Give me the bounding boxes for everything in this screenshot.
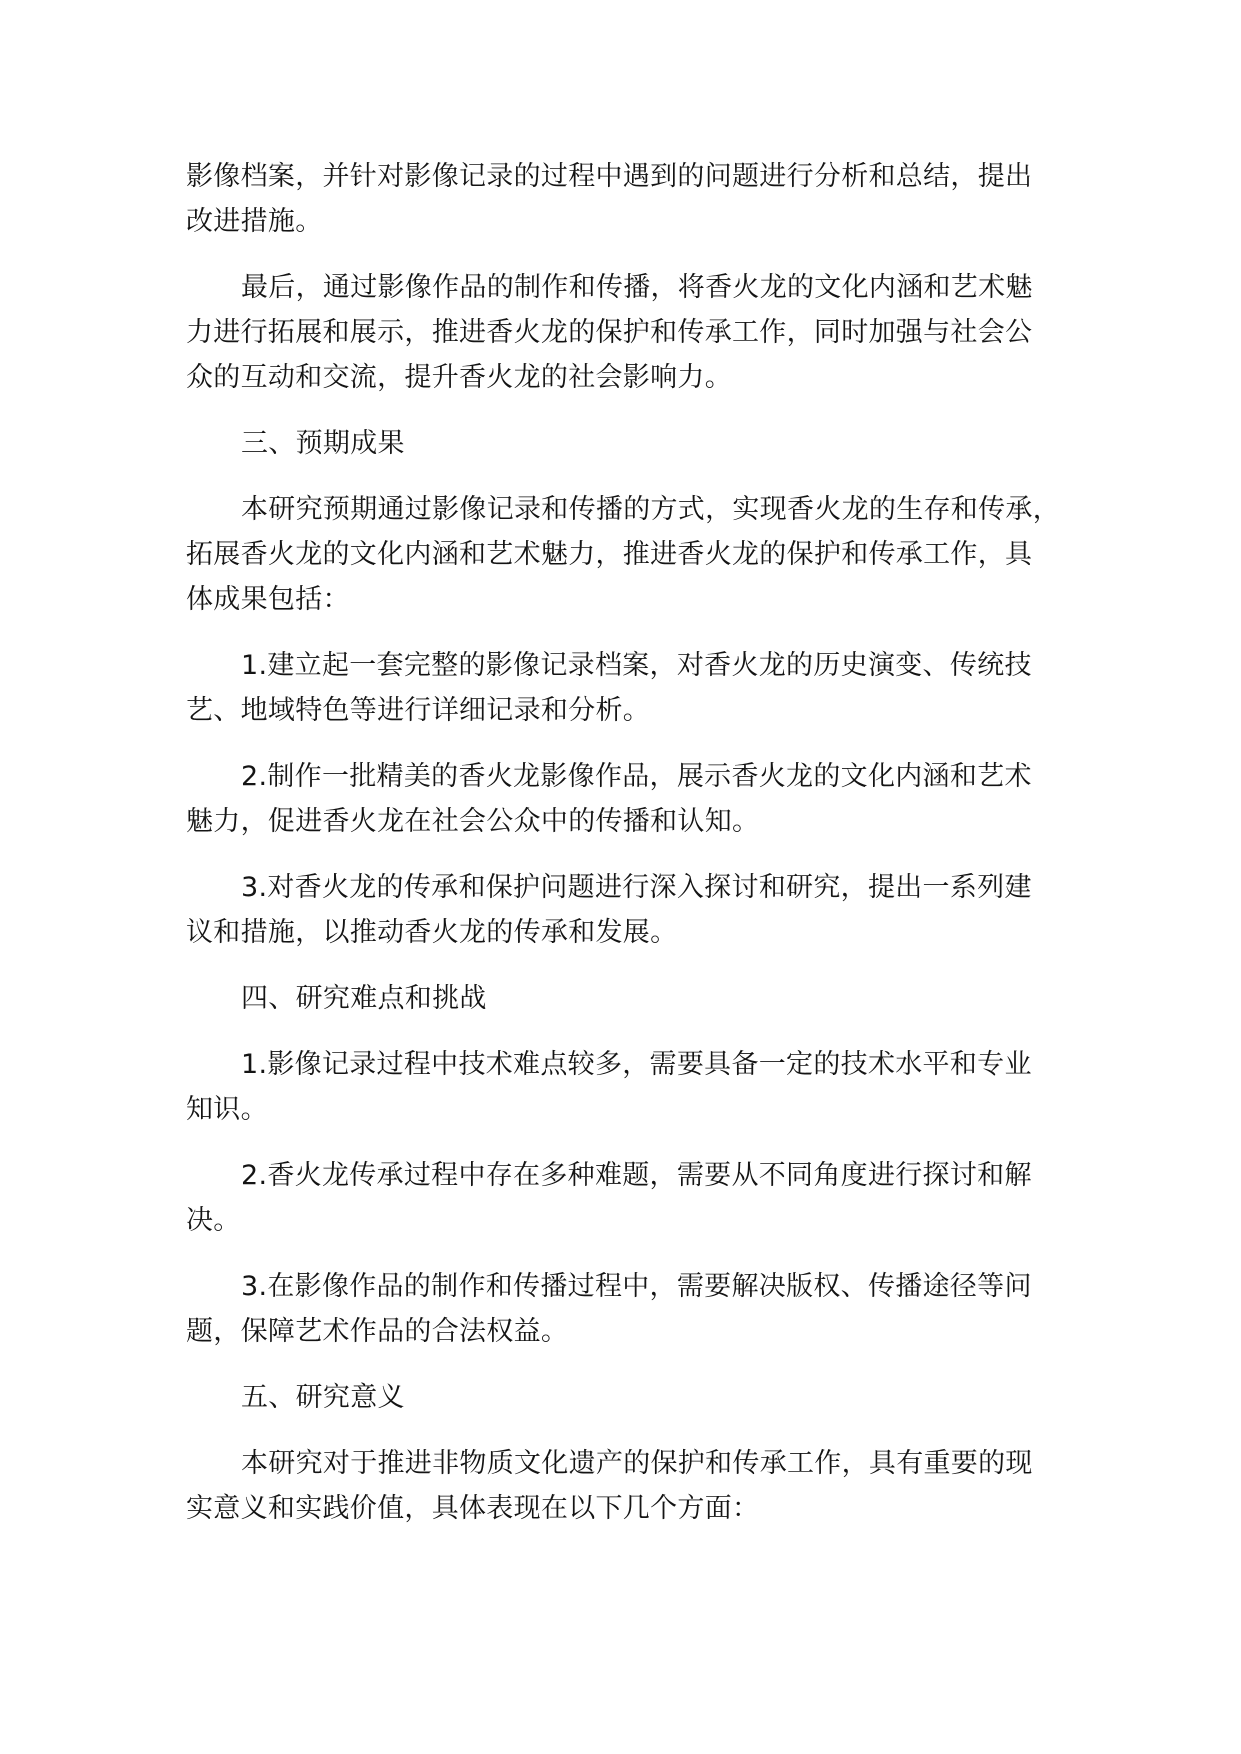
text-line: 本研究对于推进非物质文化遗产的保护和传承工作，具有重要的现	[241, 1448, 1033, 1479]
document-body	[186, 154, 1086, 1552]
text-line: 实意义和实践价值，具体表现在以下几个方面：	[186, 1493, 760, 1524]
list-item	[186, 1264, 1086, 1354]
text-line: 知识。	[186, 1094, 268, 1125]
text-line: 体成果包括：	[186, 584, 350, 615]
text-line: 议和措施，以推动香火龙的传承和发展。	[186, 917, 678, 948]
body-paragraph	[186, 154, 1086, 244]
section-heading-text: 三、预期成果	[241, 428, 405, 459]
text-line: 魅力，促进香火龙在社会公众中的传播和认知。	[186, 806, 760, 837]
text-line: 影像档案，并针对影像记录的过程中遇到的问题进行分析和总结，提出	[186, 161, 1033, 192]
section-heading	[186, 1375, 1086, 1420]
section-heading-text: 五、研究意义	[241, 1382, 405, 1413]
list-item	[186, 754, 1086, 844]
list-item	[186, 643, 1086, 733]
section-heading-text: 四、研究难点和挑战	[241, 983, 487, 1014]
text-line: 力进行拓展和展示，推进香火龙的保护和传承工作，同时加强与社会公	[186, 317, 1033, 348]
section-heading	[186, 976, 1086, 1021]
text-line: 2.制作一批精美的香火龙影像作品，展示香火龙的文化内涵和艺术	[241, 761, 1032, 792]
text-line: 2.香火龙传承过程中存在多种难题，需要从不同角度进行探讨和解	[241, 1160, 1032, 1191]
text-line: 3.在影像作品的制作和传播过程中，需要解决版权、传播途径等问	[241, 1271, 1032, 1302]
body-paragraph	[186, 265, 1086, 400]
text-line: 最后，通过影像作品的制作和传播，将香火龙的文化内涵和艺术魅	[241, 272, 1033, 303]
text-line: 题，保障艺术作品的合法权益。	[186, 1316, 569, 1347]
text-line: 1.建立起一套完整的影像记录档案，对香火龙的历史演变、传统技	[241, 650, 1032, 681]
list-item	[186, 865, 1086, 955]
text-line: 改进措施。	[186, 206, 323, 237]
list-item	[186, 1153, 1086, 1243]
section-heading	[186, 421, 1086, 466]
text-line: 艺、地域特色等进行详细记录和分析。	[186, 695, 651, 726]
text-line: 1.影像记录过程中技术难点较多，需要具备一定的技术水平和专业	[241, 1049, 1032, 1080]
text-line: 众的互动和交流，提升香火龙的社会影响力。	[186, 362, 732, 393]
body-paragraph	[186, 1441, 1086, 1531]
text-line: 决。	[186, 1205, 241, 1236]
body-paragraph	[186, 487, 1086, 622]
text-line: 本研究预期通过影像记录和传播的方式，实现香火龙的生存和传承，	[241, 494, 1060, 525]
text-line: 3.对香火龙的传承和保护问题进行深入探讨和研究，提出一系列建	[241, 872, 1032, 903]
text-line: 拓展香火龙的文化内涵和艺术魅力，推进香火龙的保护和传承工作，具	[186, 539, 1033, 570]
list-item	[186, 1042, 1086, 1132]
